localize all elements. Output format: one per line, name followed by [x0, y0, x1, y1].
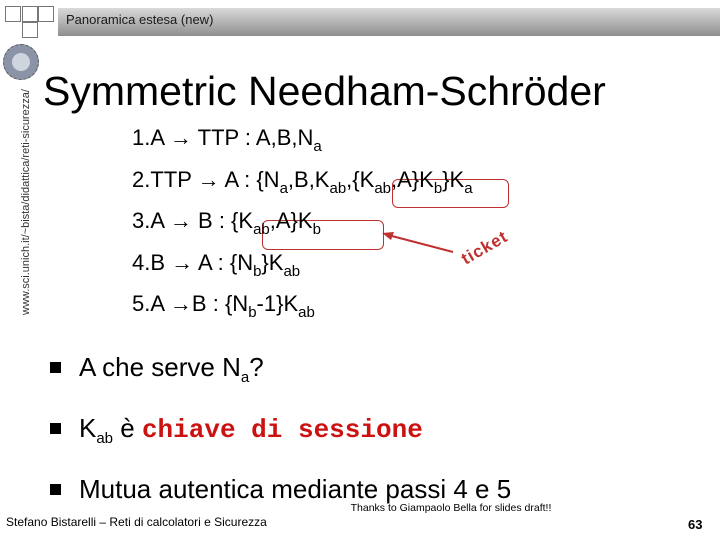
protocol-steps [132, 122, 602, 330]
bullet-square-icon [50, 423, 61, 434]
header-title: Panoramica estesa (new) [66, 12, 214, 27]
footer-thanks: Thanks to Giampaolo Bella for slides draft!! [350, 502, 552, 514]
protocol-step-1: 1.A → TTP : $A,B,N_a$ [132, 125, 322, 155]
corner-square-icon [5, 6, 21, 22]
sidebar-url: www.sci.unich.it/~bista/didattica/reti-sicurezza/ [20, 89, 32, 315]
protocol-step-3: 3.A → B : $\{K_{ab},A\}K_b$ [132, 208, 321, 238]
protocol-step-5: 5.A →B : $\{N_b-1\}K_{ab}$ [132, 291, 315, 321]
protocol-step-2: 2.TTP → A : $\{N_a,B,K_{ab},\{K_{ab},A\}K_b\}K_a$ [132, 166, 473, 197]
session-key-emphasis: chiave di sessione [141, 415, 423, 445]
slide-title: Symmetric Needham-Schröder [43, 68, 606, 114]
corner-square-icon [22, 6, 38, 22]
corner-square-icon [38, 6, 54, 22]
footer-author: Stefano Bistarelli – Reti di calcolatori e Sicurezza [6, 515, 267, 529]
bullet-square-icon [50, 484, 61, 495]
page-number: 63 [688, 517, 703, 532]
bullet-square-icon [50, 362, 61, 373]
university-seal-icon [3, 44, 39, 80]
ticket-label: ticket [458, 226, 512, 269]
corner-square-icon [22, 22, 38, 38]
protocol-step-4: 4.B → A : $\{N_b\}K_{ab}$ [132, 249, 301, 280]
